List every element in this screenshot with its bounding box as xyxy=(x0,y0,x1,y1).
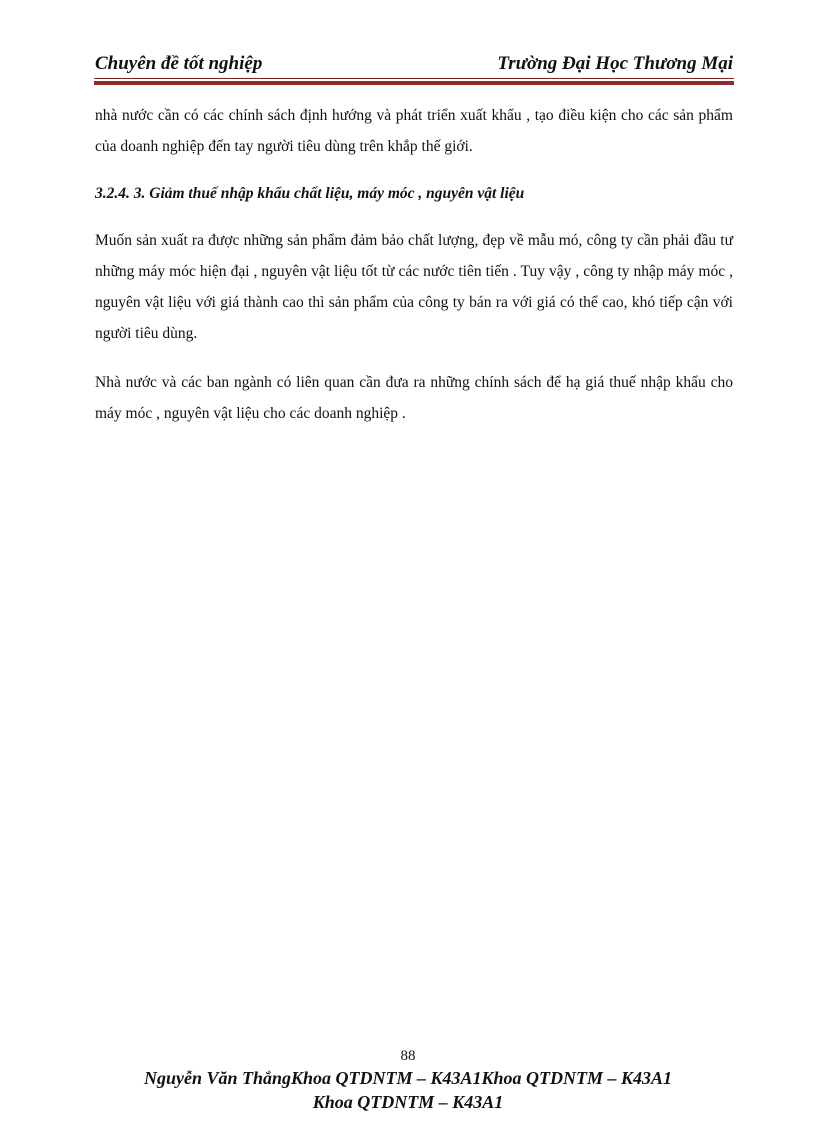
header-university-name: Trường Đại Học Thương Mại xyxy=(497,53,733,74)
header-rule-thick xyxy=(94,81,734,85)
header-document-title: Chuyên đề tốt nghiệp xyxy=(95,53,263,74)
page-footer xyxy=(80,1066,736,1114)
paragraph-equipment: Muốn sản xuất ra được những sản phẩm đảm bảo chất lượng, đẹp về mẫu mó, công ty cần phải đầu tư những máy móc hiện đại , nguyên vật liệu tốt từ các nước tiên tiến . Tuy vậy , công ty nhập máy móc , nguyên vật liệu với giá thành cao thì sản phẩm của công ty bán ra với giá có thể cao, khó tiếp cận với người tiêu dùng. xyxy=(95,232,733,342)
page-number: 88 xyxy=(400,1048,416,1064)
paragraph-policy: Nhà nước và các ban ngành có liên quan cần đưa ra những chính sách để hạ giá thuế nhập khẩu cho máy móc , nguyên vật liệu cho các doanh nghiệp . xyxy=(95,374,733,422)
footer-line-2: Khoa QTDNTM – K43A1 xyxy=(312,1092,504,1112)
paragraph-intro: nhà nước cần có các chính sách định hướng và phát triển xuất khẩu , tạo điều kiện cho các sản phẩm của doanh nghiệp đến tay người tiêu dùng trên khắp thế giới. xyxy=(95,107,733,155)
page-header xyxy=(95,52,733,76)
footer-line-1: Nguyễn Văn ThắngKhoa QTDNTM – K43A1Khoa QTDNTM – K43A1 xyxy=(143,1068,673,1088)
header-rule-thin xyxy=(94,78,734,79)
section-heading: 3.2.4. 3. Giảm thuế nhập khẩu chất liệu, máy móc , nguyên vật liệu xyxy=(95,185,525,202)
